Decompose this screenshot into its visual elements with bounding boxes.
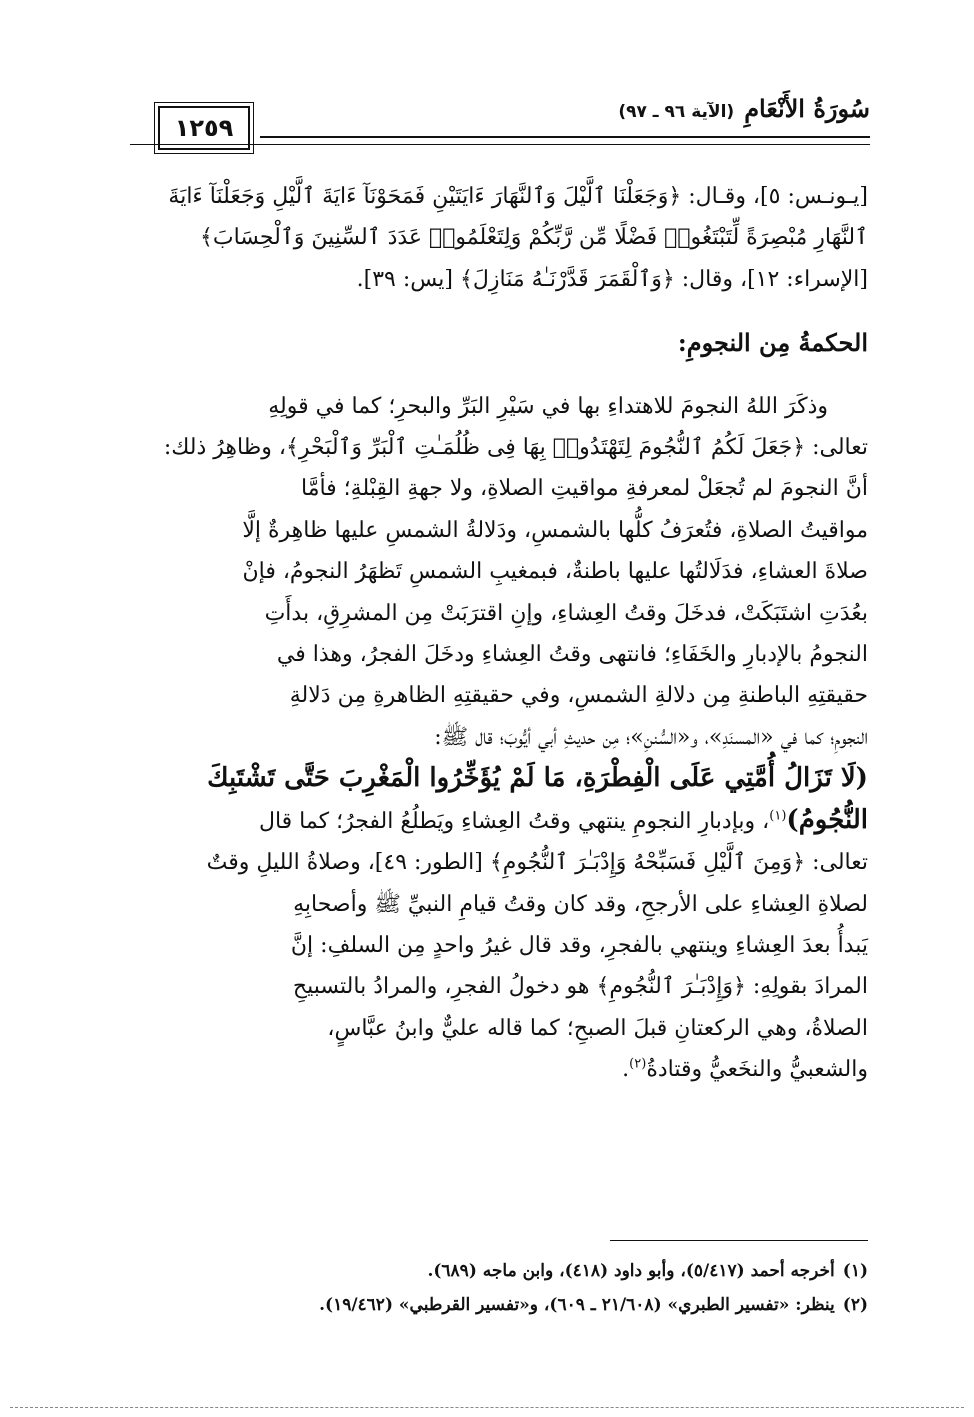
page-number: ١٢٥٩ (158, 106, 250, 150)
text-line: مواقيتُ الصلاةِ، فتُعرَفُ كلُّها بالشمسِ، ودَلالةُ الشمسِ عليها ظاهِرةٌ إلَّا (242, 517, 868, 543)
text-span: والشعبيُّ والنخَعيُّ وقتادةُ (646, 1057, 868, 1083)
text-line: بعُدَتِ اشتَبَكَتْ، فدخَلَ وقتُ العِشاءِ، وإنِ اقترَبَتْ مِن المشرِقِ، بدأَتِ (264, 600, 868, 626)
page-bottom-edge (10, 1407, 964, 1408)
text-line: [يـونـس: ٥]، وقـال: ﴿وَجَعَلْنَا ٱلَّيْلَ وَٱلنَّهَارَ ءَايَتَيْنِ فَمَحَوْنَآ ءَايَةَ ٱلَّيْلِ وَجَعَلْنَآ ءَايَةَ (168, 184, 868, 209)
footnote-text: أخرجه أحمد (٥/٤١٧)، وأبو داود (٤١٨)، وابن ماجه (٦٨٩). (427, 1261, 835, 1281)
header-rule-lower (130, 144, 870, 145)
page-header (130, 88, 870, 158)
footnote-2 (124, 1288, 868, 1322)
text-line: لصلاةِ العِشاءِ على الأرجحِ، وقد كان وقتُ قيامِ النبيِّ ﷺ وأصحابِهِ (293, 891, 868, 917)
text-line: صلاةَ العشاءِ، فدَلَالتُها عليها باطنةٌ، فبمغيبِ الشمسِ تَظهَرُ النجومُ، فإنْ (242, 559, 868, 585)
text-span: ، وبإدبارِ النجومِ ينتهي وقتُ العِشاءِ ويَطلُعُ الفجرُ؛ كما قال (258, 808, 770, 834)
punct: . (622, 1057, 630, 1083)
text-line: يَبدأُ بعدَ العِشاءِ وينتهي بالفجرِ، وقد قال غيرُ واحدٍ مِن السلفِ: إنَّ (290, 932, 868, 958)
verse-range: (الآية ٩٦ ـ ٩٧) (618, 102, 735, 122)
footnote-ref-2[interactable]: (٢) (629, 1056, 647, 1072)
text-line: أنَّ النجومَ لم تُجعَلْ لمعرفةِ مواقيتِ الصلاةِ، ولا جهةِ القِبْلةِ؛ فأمَّا (300, 476, 868, 502)
text-line: النجومُ بالإدبارِ والخَفَاءِ؛ فانتهى وقتُ العِشاءِ ودخَلَ الفجرُ، وهذا في (276, 642, 868, 668)
text-line (124, 800, 868, 842)
text-line: تعالى: ﴿وَمِنَ ٱلَّيْلِ فَسَبِّحْهُ وَإِدْبَـٰرَ ٱلنُّجُومِ﴾ [الطور: ٤٩]، وصلاةُ الليلِ وقتٌ (206, 850, 868, 876)
text-line (124, 1049, 868, 1090)
hadith-end: النُّجُومُ) (786, 804, 868, 835)
text-line: [الإسراء: ١٢]، وقال: ﴿وَٱلْقَمَرَ قَدَّرْنَـٰهُ مَنَازِلَ﴾ [يس: ٣٩]. (356, 266, 868, 292)
hadith-line: (لَا تَزَالُ أُمَّتِي عَلَى الْفِطْرَةِ، مَا لَمْ يُؤَخِّرُوا الْمَغْرِبَ حَتَّى تَشْتَبِكَ (207, 763, 868, 794)
text-line: ٱلنَّهَارِ مُبْصِرَةً لِّتَبْتَغُوا۟ فَضْلًا مِّن رَّبِّكُمْ وَلِتَعْلَمُوا۟ عَدَدَ ٱلسِّنِينَ وَٱلْحِسَابَ﴾ (199, 225, 868, 251)
footnote-1 (124, 1254, 868, 1288)
section-heading: الحكمةُ مِن النجومِ: (677, 328, 868, 358)
footnote-marker: (١) (842, 1261, 868, 1281)
text-line: الصلاةُ، وهي الركعتانِ قبلَ الصبحِ؛ كما قاله عليٌّ وابنُ عبَّاسٍ، (327, 1015, 868, 1041)
footnote-marker: (٢) (842, 1295, 868, 1315)
surah-title: سُورَةُ الأَنْعَامِ (744, 94, 870, 123)
text-line: وذكَرَ اللهُ النجومَ للاهتداءِ بها في سَيْرِ البَرِّ والبحرِ؛ كما في قولِهِ (268, 393, 828, 419)
text-line: المرادَ بقولِهِ: ﴿وَإِدْبَـٰرَ ٱلنُّجُومِ﴾ هو دخولُ الفجرِ، والمرادُ بالتسبيحِ (292, 974, 868, 1000)
footnote-ref-1[interactable]: (١) (769, 808, 787, 824)
header-rule (260, 136, 870, 138)
footnotes (124, 1254, 868, 1322)
footnote-separator (610, 1240, 868, 1241)
text-line: حقيقتِهِ الباطنةِ مِن دلالةِ الشمسِ، وفي حقيقتِهِ الظاهرةِ مِن دَلالةِ (289, 683, 868, 709)
main-text (124, 176, 868, 1091)
text-line: النجومِ؛ كما في «المسنَدِ»، و«السُّننِ»؛ مِن حديثِ أبي أيُّوبَ؛ قال ﷺ: (434, 724, 868, 750)
text-line: تعالى: ﴿جَعَلَ لَكُمُ ٱلنُّجُومَ لِتَهْتَدُوا۟ بِهَا فِى ظُلُمَـٰتِ ٱلْبَرِّ وَٱلْبَحْرِ﴾، وظاهِرُ ذلك: (163, 435, 868, 461)
running-title (618, 94, 870, 123)
footnote-text: ينظر: «تفسير الطبري» (٢١/٦٠٨ ـ ٦٠٩)، و«تفسير القرطبي» (١٩/٤٦٢). (319, 1295, 835, 1315)
